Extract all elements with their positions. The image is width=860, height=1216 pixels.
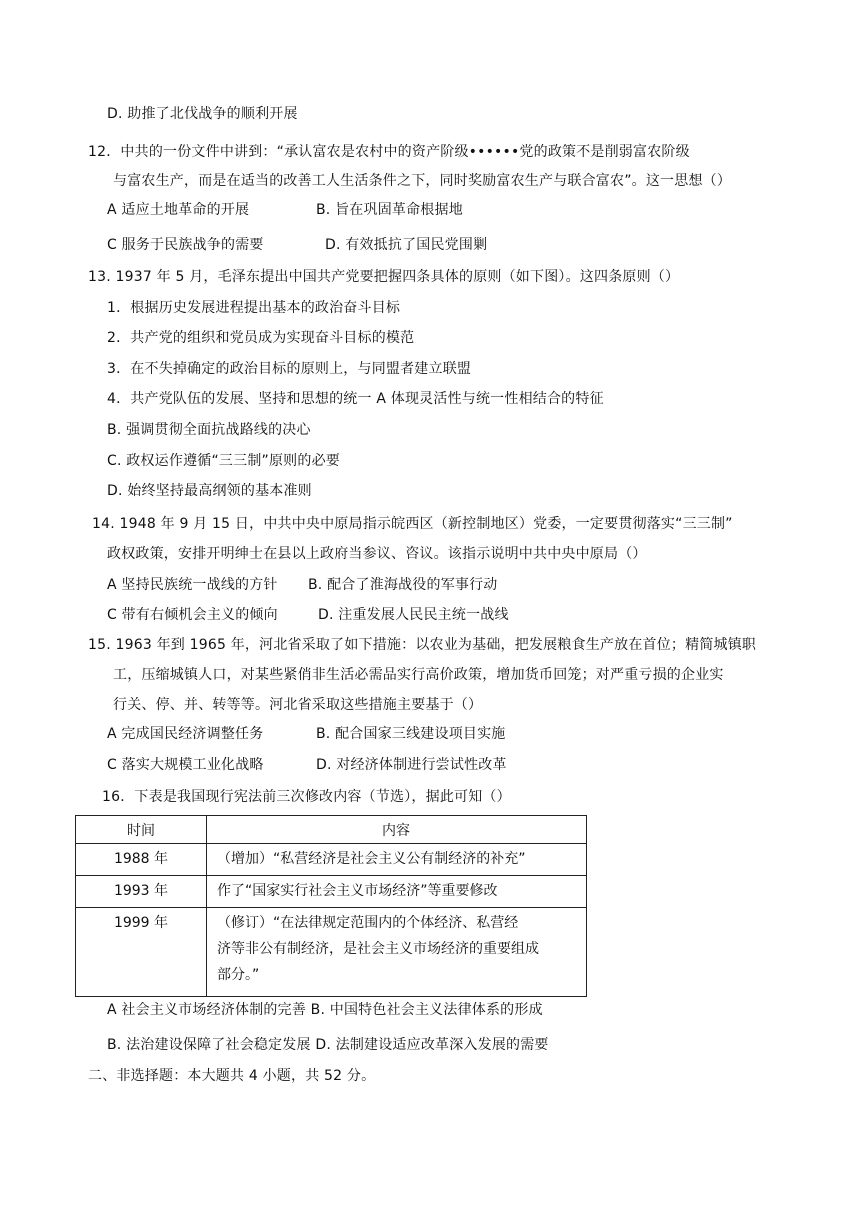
table-cell-content: （修订）“在法律规定范围内的个体经济、私营经 济等非公有制经济，是社会主义市场经济的重要组成 部分。” xyxy=(207,908,587,997)
q12-option-c: C 服务于民族战争的需要 xyxy=(107,237,264,253)
q13-option-c: C. 政权运作遵循“三三制”原则的必要 xyxy=(107,453,340,469)
q13-principle-1: 1．根据历史发展进程提出基本的政治奋斗目标 xyxy=(107,300,401,316)
table-row xyxy=(76,876,587,908)
table-cell-content: 作了“国家实行社会主义市场经济”等重要修改 xyxy=(207,876,587,908)
q14-option-b: B. 配合了淮海战役的军事行动 xyxy=(308,577,498,593)
q13-option-d: D. 始终坚持最高纲领的基本准则 xyxy=(107,483,312,499)
q13-principle-3: 3．在不失掉确定的政治目标的原则上，与同盟者建立联盟 xyxy=(107,361,472,377)
q16-stem: 16．下表是我国现行宪法前三次修改内容（节选），据此可知（） xyxy=(102,789,511,805)
q14-stem-line2: 政权政策，安排开明绅士在县以上政府当参议、咨议。该指示说明中共中央中原局（） xyxy=(107,546,647,562)
q13-principle-2: 2．共产党的组织和党员成为实现奋斗目标的模范 xyxy=(107,330,415,346)
table-cell-year: 1999 年 xyxy=(76,908,207,997)
table-row xyxy=(76,908,587,997)
q16-options-ab: A 社会主义市场经济体制的完善 B. 中国特色社会主义法律体系的形成 xyxy=(107,1002,543,1018)
table-header-row xyxy=(76,816,587,844)
q12-stem-line2: 与富农生产，而是在适当的改善工人生活条件之下，同时奖励富农生产与联合富农”。这一思想（） xyxy=(113,173,732,189)
table-cell-year: 1993 年 xyxy=(76,876,207,908)
q15-option-b: B. 配合国家三线建设项目实施 xyxy=(316,726,506,742)
table-header-time: 时间 xyxy=(76,816,207,844)
table-header-content: 内容 xyxy=(207,816,587,844)
section-two-heading: 二、非选择题：本大题共 4 小题，共 52 分。 xyxy=(88,1068,376,1084)
table-row xyxy=(76,844,587,876)
q12-stem-line1: 12．中共的一份文件中讲到：“承认富农是农村中的资产阶级••••••党的政策不是削弱富农阶级 xyxy=(88,144,690,160)
q14-option-d: D. 注重发展人民民主统一战线 xyxy=(318,607,509,623)
table-cell-content: （增加）“私营经济是社会主义公有制经济的补充” xyxy=(207,844,587,876)
q15-option-d: D. 对经济体制进行尝试性改革 xyxy=(316,757,507,773)
q15-option-c: C 落实大规模工业化战略 xyxy=(107,757,264,773)
q15-stem-line1: 15. 1963 年到 1965 年，河北省采取了如下措施：以农业为基础，把发展粮食生产放在首位；精简城镇职 xyxy=(88,637,757,653)
table-cell-year: 1988 年 xyxy=(76,844,207,876)
q13-principle-4-option-a: 4．共产党队伍的发展、坚持和思想的统一 A 体现灵活性与统一性相结合的特征 xyxy=(107,391,604,407)
q13-option-b: B. 强调贯彻全面抗战路线的决心 xyxy=(107,422,311,438)
q14-option-c: C 带有右倾机会主义的倾向 xyxy=(107,607,278,623)
q14-stem-line1: 14. 1948 年 9 月 15 日，中共中央中原局指示皖西区（新控制地区）党委，一定要贯彻落实“三三制” xyxy=(92,516,733,532)
q11-option-d: D. 助推了北伐战争的顺利开展 xyxy=(107,106,298,122)
q13-stem: 13. 1937 年 5 月，毛泽东提出中国共产党要把握四条具体的原则（如下图）。这四条原则（） xyxy=(88,269,680,285)
q15-stem-line2: 工，压缩城镇人口，对某些紧俏非生活必需品实行高价政策，增加货币回笼；对严重亏损的企业实 xyxy=(113,667,724,683)
q16-options-bd: B. 法治建设保障了社会稳定发展 D. 法制建设适应改革深入发展的需要 xyxy=(107,1037,549,1053)
q15-stem-line3: 行关、停、并、转等等。河北省采取这些措施主要基于（） xyxy=(113,697,483,713)
q12-option-d: D. 有效抵抗了国民党围剿 xyxy=(325,237,488,253)
q12-option-a: A 适应土地革命的开展 xyxy=(107,202,250,218)
q12-option-b: B. 旨在巩固革命根据地 xyxy=(316,202,463,218)
constitution-amendment-table xyxy=(75,815,587,997)
q14-option-a: A 坚持民族统一战线的方针 xyxy=(107,577,278,593)
q15-option-a: A 完成国民经济调整任务 xyxy=(107,726,264,742)
